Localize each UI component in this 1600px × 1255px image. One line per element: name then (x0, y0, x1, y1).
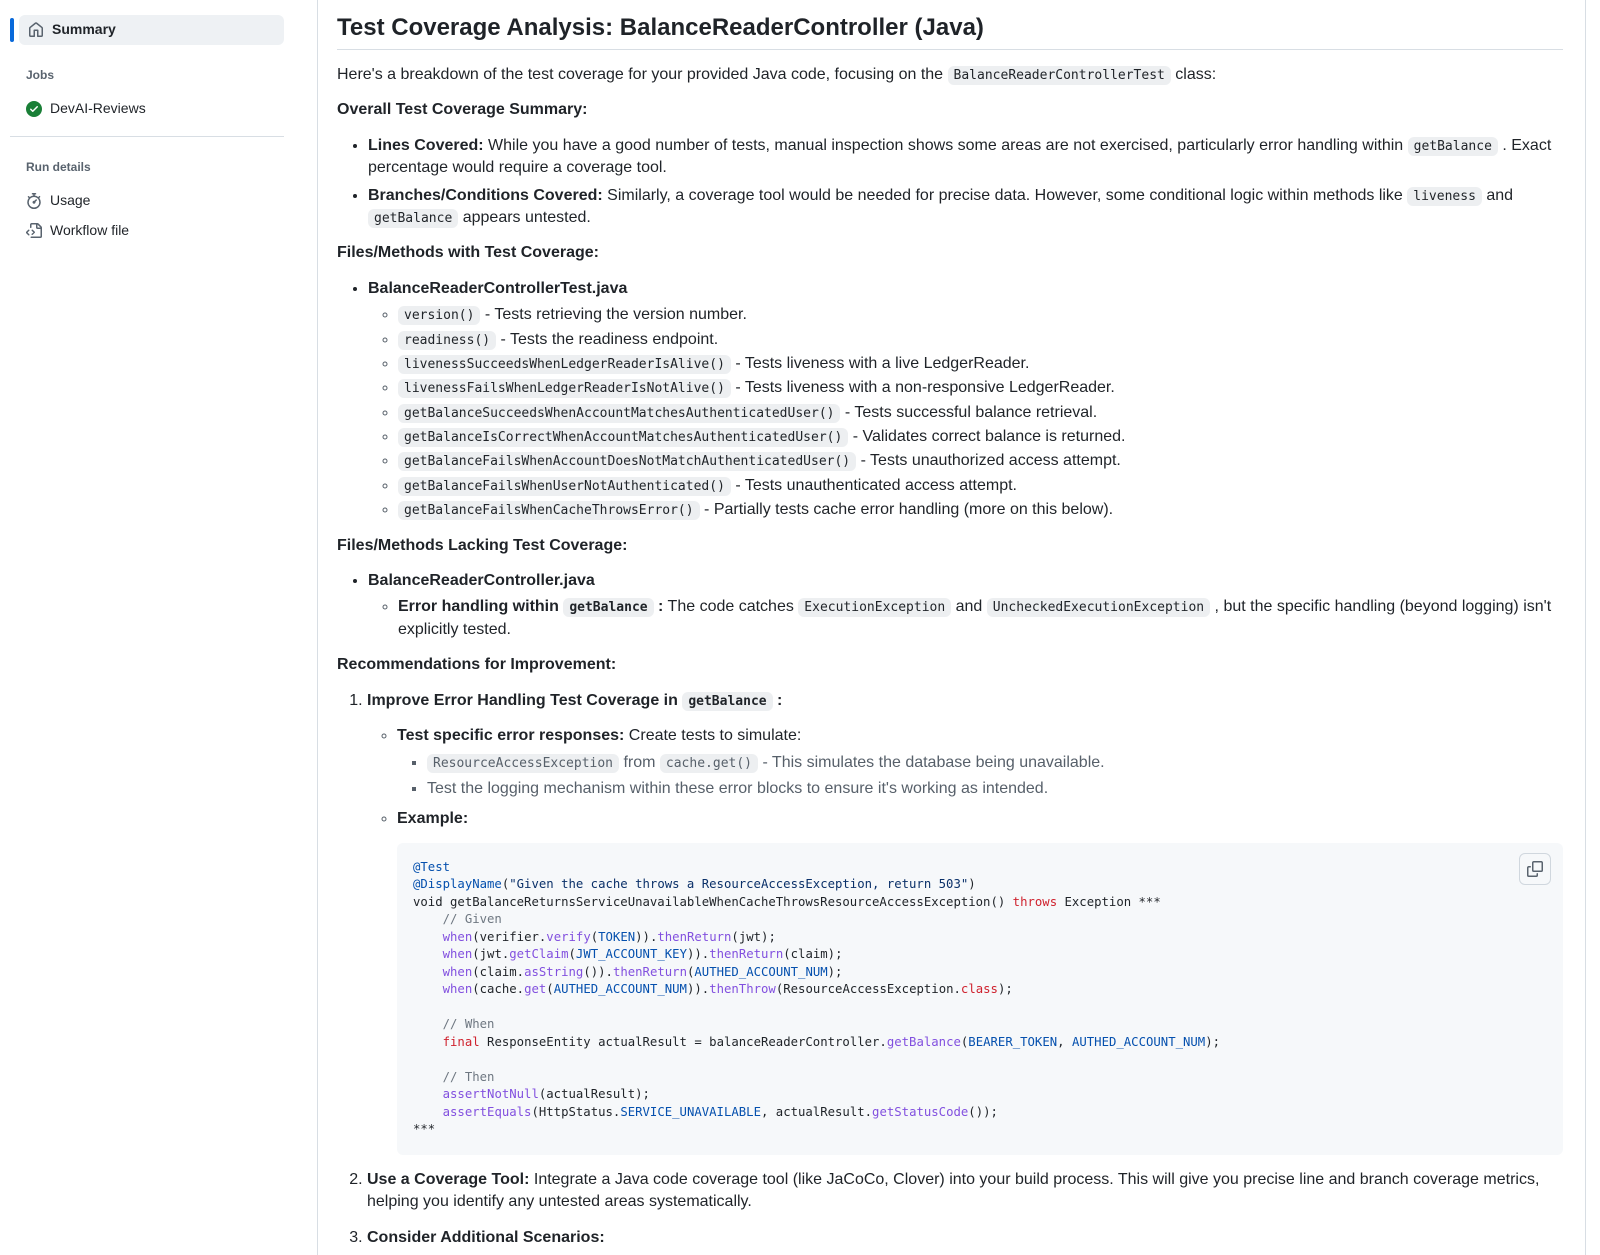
list-item: ◦ version() - Tests retrieving the version number. (398, 304, 1563, 326)
jobs-section-label: Jobs (26, 68, 55, 82)
sidebar-item-usage[interactable] (10, 186, 284, 216)
selected-indicator (10, 18, 14, 42)
file-code-icon (26, 223, 42, 239)
usage-label: Usage (50, 192, 91, 209)
list-item: • BalanceReaderController.java ◦ Error handling within getBalance : The code catches ExecutionException and UncheckedExecutionException , but the specific handling (beyond logging) isn't explicitly tested. (368, 570, 1563, 641)
check-circle-icon (26, 101, 42, 117)
overall-summary-list (337, 135, 1563, 230)
stopwatch-icon (26, 193, 42, 209)
lacking-detail-list (368, 596, 1563, 641)
list-item: ◦ Example: @Test @DisplayName("Given the cache throws a ResourceAccessException, return 503") void getBalanceReturnsServiceUnavailableWhenCacheThrowsResourceAccessException() throws Exception *** // Given when(verifier.verify(TOKEN)).thenReturn(jwt); when(jwt.getClaim(JWT_ACCOUNT_KEY)).thenReturn(claim); when(claim.asString()).thenReturn(AUTHED_ACCOUNT_NUM); when(cache.get(AUTHED_ACCOUNT_NUM)).thenThrow(ResourceAccessException.class); // When final ResponseEntity actualResult = balanceReaderController.getBalance(BEARER_TOKEN, AUTHED_ACCOUNT_NUM); // Then assertNotNull(actualResult); assertEquals(HttpStatus.SERVICE_UNAVAILABLE, actualResult.getStatusCode()); *** (397, 808, 1563, 1154)
home-icon (28, 22, 44, 38)
list-item: ◦ readiness() - Tests the readiness endpoint. (398, 329, 1563, 351)
list-item: ◦ Test specific error responses: Create tests to simulate: ▪ ResourceAccessException from cache.get() - This simulates the database being unavailable. ▪ Test the logging mechanism within these error blocks to ensure it's working as intended. (397, 725, 1563, 800)
list-item: ◦ getBalanceFailsWhenUserNotAuthenticated() - Tests unauthenticated access attempt. (398, 475, 1563, 497)
recommendation-1-title: 1. Improve Error Handling Test Coverage in getBalance : (367, 691, 783, 709)
list-item: 3. Consider Additional Scenarios: (367, 1227, 1563, 1249)
sidebar (0, 0, 318, 1255)
intro-paragraph: Here's a breakdown of the test coverage for your provided Java code, focusing on the BalanceReaderControllerTest class: (337, 66, 1217, 83)
code-snippet: @Test @DisplayName("Given the cache throws a ResourceAccessException, return 503") void getBalanceReturnsServiceUnavailableWhenCacheThrowsResourceAccessException() throws Exception *** // Given when(verifier.verify(TOKEN)).thenReturn(jwt); when(jwt.getClaim(JWT_ACCOUNT_KEY)).thenReturn(claim); when(claim.asString()).thenReturn(AUTHED_ACCOUNT_NUM); when(cache.get(AUTHED_ACCOUNT_NUM)).thenThrow(ResourceAccessException.class); // When final ResponseEntity actualResult = balanceReaderController.getBalance(BEARER_TOKEN, AUTHED_ACCOUNT_NUM); // Then assertNotNull(actualResult); assertEquals(HttpStatus.SERVICE_UNAVAILABLE, actualResult.getStatusCode()); *** (397, 843, 1563, 1155)
lacking-heading: Files/Methods Lacking Test Coverage: (337, 536, 628, 554)
list-item: ◦ getBalanceIsCorrectWhenAccountMatchesAuthenticatedUser() - Validates correct balance is returned. (398, 426, 1563, 448)
list-item: ◦ getBalanceFailsWhenAccountDoesNotMatchAuthenticatedUser() - Tests unauthorized access attempt. (398, 450, 1563, 472)
copy-icon (1527, 861, 1543, 877)
list-item: ◦ Error handling within getBalance : The code catches ExecutionException and UncheckedExecutionException , but the specific handling (beyond logging) isn't explicitly tested. (398, 596, 1563, 641)
list-item: ◦ getBalanceFailsWhenCacheThrowsError() - Partially tests cache error handling (more on this below). (398, 499, 1563, 521)
job-name: DevAI-Reviews (50, 99, 146, 116)
lacking-list (337, 570, 1563, 641)
coverage-method-list (368, 304, 1563, 522)
workflow-file-label: Workflow file (50, 221, 130, 238)
coverage-list (337, 278, 1563, 522)
list-item: • Branches/Conditions Covered: Similarly, a coverage tool would be needed for precise data. However, some conditional logic within methods like liveness and getBalance appears untested. (368, 185, 1563, 230)
overall-summary-heading: Overall Test Coverage Summary: (337, 101, 588, 119)
copy-button[interactable] (1519, 853, 1551, 885)
list-item: 2. Use a Coverage Tool: Integrate a Java code coverage tool (like JaCoCo, Clover) into your build process. This will give you precise line and branch coverage metrics, helping you identify any untested areas systematically. (367, 1169, 1563, 1214)
main-content (318, 0, 1600, 1255)
scrollbar-track (1585, 0, 1586, 1255)
recommendation-1-sublist (367, 725, 1563, 1155)
markdown-body (337, 13, 1563, 1250)
page-title: Test Coverage Analysis: BalanceReaderController (Java) (337, 13, 1563, 50)
list-item: ◦ getBalanceSucceedsWhenAccountMatchesAuthenticatedUser() - Tests successful balance retrieval. (398, 402, 1563, 424)
run-details-section-label: Run details (26, 160, 91, 175)
list-item: ◦ livenessSucceedsWhenLedgerReaderIsAlive() - Tests liveness with a live LedgerReader. (398, 353, 1563, 375)
recommendations-heading: Recommendations for Improvement: (337, 656, 617, 674)
list-item: • Lines Covered: While you have a good number of tests, manual inspection shows some areas are not exercised, particularly error handling within getBalance . Exact percentage would require a coverage tool. (368, 135, 1563, 180)
sidebar-item-summary[interactable] (19, 15, 284, 45)
sidebar-item-job-devai-reviews[interactable] (10, 94, 284, 124)
list-item: ▪ Test the logging mechanism within these error blocks to ensure it's working as intended. (427, 778, 1563, 800)
error-response-points (397, 752, 1563, 800)
list-item (367, 690, 1563, 1155)
sidebar-divider (10, 136, 284, 137)
coverage-heading: Files/Methods with Test Coverage: (337, 244, 599, 262)
list-item: • BalanceReaderControllerTest.java ◦ version() - Tests retrieving the version number. ◦ readiness() - Tests the readiness endpoint. ◦ livenessSucceedsWhenLedgerReaderIsAlive() - Tests liveness with a live LedgerReader. ◦ livenessFailsWhenLedgerReaderIsNotAlive() - Tests liveness with a non-responsive LedgerReader. ◦ getBalanceSucceedsWhenAccountMatchesAuthenticatedUser() - Tests successful balance retrieval. ◦ getBalanceIsCorrectWhenAccountMatchesAuthenticatedUser() - Validates correct balance is returned. ◦ getBalanceFailsWhenAccountDoesNotMatchAuthenticatedUser() - Tests unauthorized access attempt. ◦ getBalanceFailsWhenUserNotAuthenticated() - Tests unauthenticated access attempt. ◦ getBalanceFailsWhenCacheThrowsError() - Partially tests cache error handling (more on this below). (368, 278, 1563, 522)
sidebar-item-label: Summary (52, 21, 116, 38)
list-item: ▪ ResourceAccessException from cache.get() - This simulates the database being unavailable. (427, 752, 1563, 774)
list-item: ◦ livenessFailsWhenLedgerReaderIsNotAlive() - Tests liveness with a non-responsive LedgerReader. (398, 377, 1563, 399)
recommendations-list (337, 690, 1563, 1250)
sidebar-item-workflow-file[interactable] (10, 216, 284, 246)
code-block (397, 843, 1563, 1155)
